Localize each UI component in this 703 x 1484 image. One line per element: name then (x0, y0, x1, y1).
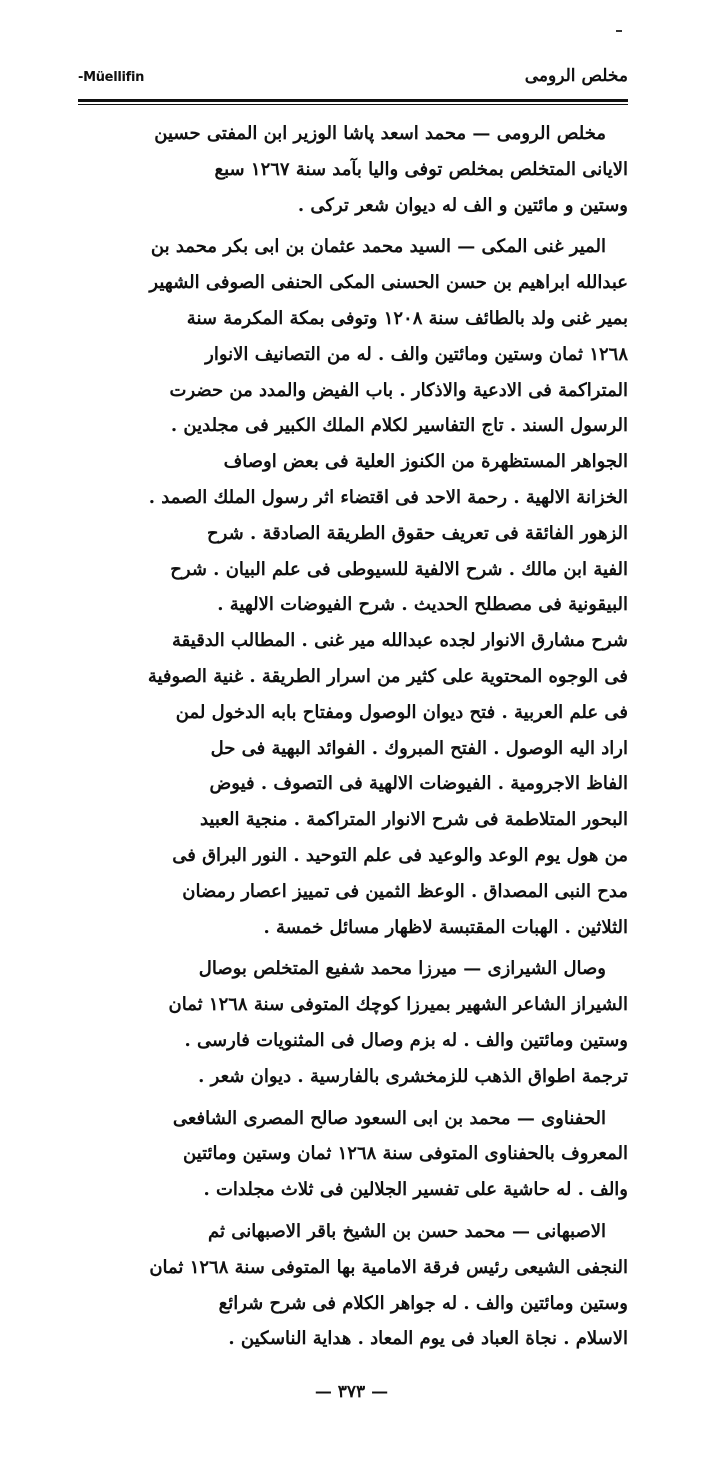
text-line: الثلاثين . الهبات المقتبسة لاظهار مسائل خمسة . (263, 916, 628, 938)
text-line: من هول يوم الوعد والوعيد فى علم التوحيد . النور البراق فى (172, 844, 628, 866)
page-number: — ٣٧٣ — (314, 1382, 389, 1402)
text-line: وستين ومائتين والف . له جواهر الكلام فى شرح شرائع (218, 1292, 628, 1314)
text-line: البحور المتلاطمة فى شرح الانوار المتراكمة . منجية العبيد (199, 809, 628, 831)
paragraph (80, 1214, 628, 1357)
text-line: البيقونية فى مصطلح الحديث . شرح الفيوضات الالهية . (217, 594, 628, 616)
text-line: وستين و مائتين و الف له ديوان شعر تركى . (297, 194, 628, 216)
text-line: فى علم العربية . فتح ديوان الوصول ومفتاح بابه الدخول لمن (175, 701, 628, 723)
paragraph (80, 229, 628, 945)
paragraph (80, 1101, 628, 1208)
paragraph (80, 116, 628, 223)
text-line: وستين ومائتين والف . له بزم وصال فى المثنويات فارسى . (184, 1029, 628, 1051)
text-line: المتراكمة فى الادعية والاذكار . باب الفيض والمدد من حضرت (169, 379, 628, 401)
text-line: النجفى الشيعى رئيس فرقة الامامية بها المتوفى سنة ١٢٦٨ ثمان (149, 1256, 628, 1278)
text-line: الاصبهانى — محمد حسن بن الشيخ باقر الاصبهانى ثم (207, 1220, 606, 1242)
text-line: المعروف بالحفناوى المتوفى سنة ١٢٦٨ ثمان وستين ومائتين (182, 1143, 628, 1165)
corner-mark (616, 30, 622, 32)
text-line: مدح النبى المصداق . الوعظ الثمين فى تمييز اعصار رمضان (182, 880, 628, 902)
paragraph (80, 951, 628, 1094)
text-line: بمير غنى ولد بالطائف سنة ١٢٠٨ وتوفى بمكة المكرمة سنة (186, 307, 628, 329)
text-line: عبدالله ابراهيم بن حسن الحسنى المكى الحنفى الصوفى الشهير (149, 272, 628, 294)
text-line: الحفناوى — محمد بن ابى السعود صالح المصرى الشافعى (172, 1107, 606, 1129)
text-line: فى الوجوه المحتوية على كثير من اسرار الطريقة . غنية الصوفية (147, 665, 628, 687)
text-line: ترجمة اطواق الذهب للزمخشرى بالفارسية . ديوان شعر . (198, 1065, 628, 1087)
text-line: شرح مشارق الانوار لجده عبدالله مير غنى . المطالب الدقيقة (172, 630, 628, 652)
text-line: الخزانة الالهية . رحمة الاحد فى اقتضاء اثر رسول الملك الصمد . (148, 486, 628, 508)
text-line: الاسلام . نجاة العباد فى يوم المعاد . هداية الناسكين . (228, 1328, 628, 1350)
main-text (80, 116, 628, 1357)
text-line: الشيراز الشاعر الشهير بميرزا كوچك المتوفى سنة ١٢٦٨ ثمان (168, 994, 628, 1016)
text-line: الرسول السند . تاج التفاسير لكلام الملك الكبير فى مجلدين . (170, 415, 628, 437)
text-line: وصال الشيرازى — ميرزا محمد شفيع المتخلص بوصال (198, 958, 606, 980)
text-line: الزهور الفائقة فى تعريف حقوق الطريقة الصادقة . شرح (207, 522, 628, 544)
header-rule-thin (78, 104, 628, 105)
header-left-label: -Müellifin (78, 70, 145, 85)
text-line: الايانى المتخلص بمخلص توفى واليا بآمد سنة ١٢٦٧ سبع (214, 158, 628, 180)
text-line: مخلص الرومى — محمد اسعد پاشا الوزير ابن المفتى حسين (154, 123, 606, 144)
text-line: ١٢٦٨ ثمان وستين ومائتين والف . له من التصانيف الانوار (205, 343, 628, 365)
text-line: اراد اليه الوصول . الفتح المبروك . الفوائد البهية فى حل (210, 737, 628, 759)
text-line: المير غنى المكى — السيد محمد عثمان بن ابى بكر محمد بن (150, 236, 606, 258)
text-line: الفاظ الاجرومية . الفيوضات الالهية فى التصوف . فيوض (209, 773, 628, 795)
page-header (78, 66, 628, 98)
text-line: الجواهر المستظهرة من الكنوز العلية فى بعض اوصاف (223, 451, 628, 473)
header-rule-thick (78, 99, 628, 102)
text-line: الفية ابن مالك . شرح الالفية للسيوطى فى علم البيان . شرح (170, 558, 628, 580)
text-line: والف . له حاشية على تفسير الجلالين فى ثلاث مجلدات . (203, 1179, 628, 1201)
header-running-title: مخلص الرومى (524, 66, 628, 86)
